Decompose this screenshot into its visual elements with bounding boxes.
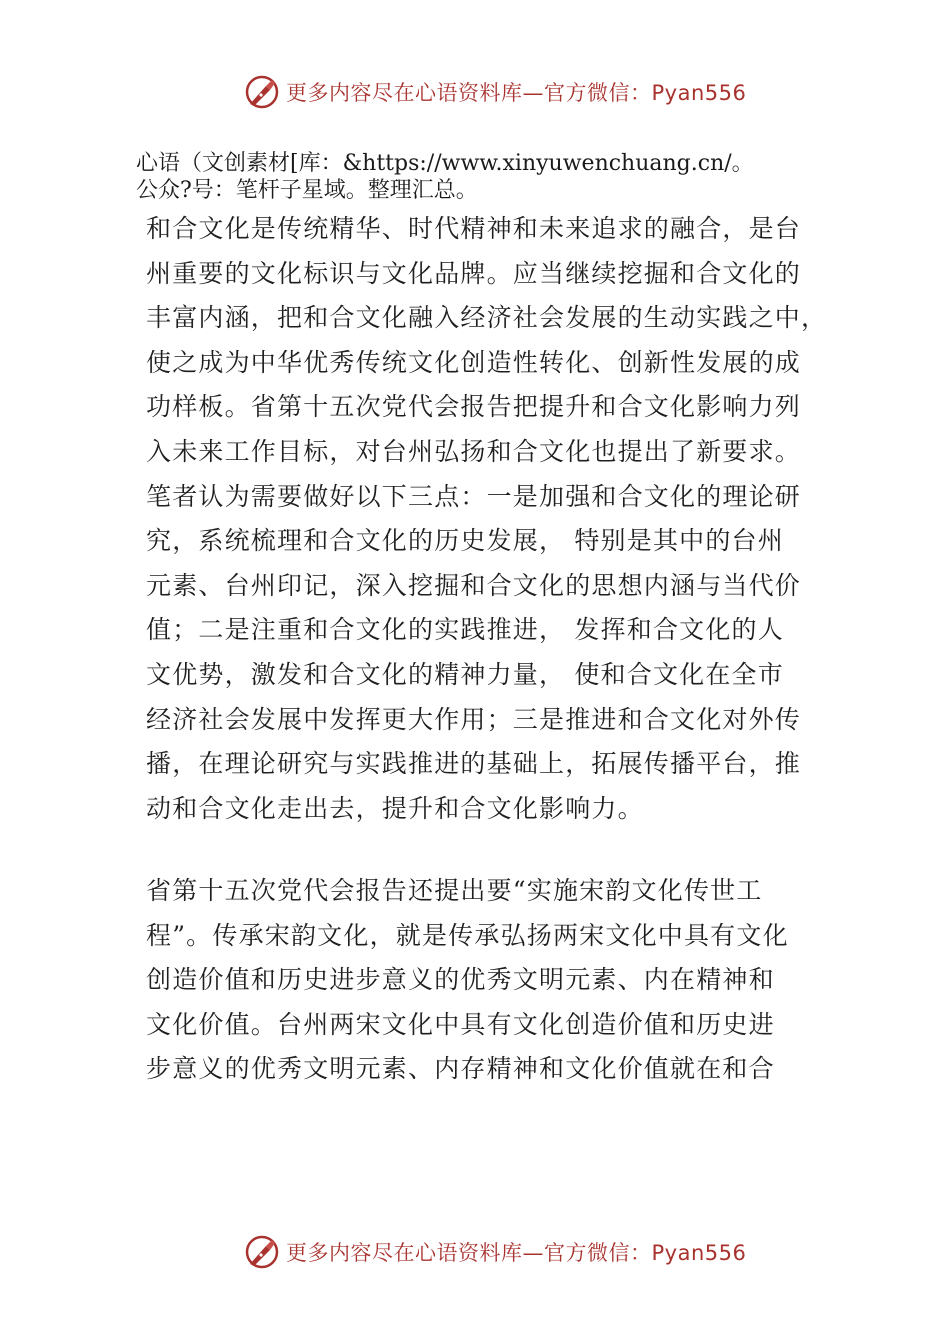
text-line: 功样板。省第十五次党代会报告把提升和合文化影响力列 xyxy=(146,392,802,422)
text-line: 创造价值和历史进步意义的优秀文明元素、内在精神和 xyxy=(146,965,775,995)
text-line: 动和合文化走出去，提升和合文化影响力。 xyxy=(146,793,644,823)
text-line: 步意义的优秀文明元素、内存精神和文化价值就在和合 xyxy=(146,1054,775,1084)
text-line: 播，在理论研究与实践推进的基础上，拓展传播平台，推 xyxy=(146,749,802,779)
text-line: 值；二是注重和合文化的实践推进， 发挥和合文化的人 xyxy=(146,615,784,645)
text-line: 究，系统梳理和合文化的历史发展， 特别是其中的台州 xyxy=(146,526,784,556)
text-line: 使之成为中华优秀传统文化创造性转化、创新性发展的成 xyxy=(146,347,802,377)
text-line: 入未来工作目标，对台州弘扬和合文化也提出了新要求。 xyxy=(146,436,802,466)
text-line: 丰富内涵，把和合文化融入经济社会发展的生动实践之中， xyxy=(146,303,828,333)
text-line: 程”。传承宋韵文化，就是传承弘扬两宋文化中具有文化 xyxy=(146,920,789,950)
source-note-line: 公众?号：笔杆子星域。整理汇总。 xyxy=(136,178,478,203)
text-line: 和合文化是传统精华、时代精神和未来追求的融合，是台 xyxy=(146,214,802,243)
footer-banner-text: 更多内容尽在心语资料库—官方微信：Pyan556 xyxy=(286,1241,747,1265)
text-line: 笔者认为需要做好以下三点：一是加强和合文化的理论研 xyxy=(146,481,802,511)
fountain-pen-nib-icon xyxy=(244,1234,280,1270)
source-note xyxy=(136,150,836,204)
text-line: 州重要的文化标识与文化品牌。应当继续挖掘和合文化的 xyxy=(146,258,802,288)
footer-banner xyxy=(244,1232,746,1272)
paragraph-hehe-culture xyxy=(146,207,836,831)
header-banner xyxy=(244,72,746,112)
text-line: 元素、台州印记，深入挖掘和合文化的思想内涵与当代价 xyxy=(146,570,802,600)
header-banner-text: 更多内容尽在心语资料库—官方微信：Pyan556 xyxy=(286,81,747,105)
text-line: 经济社会发展中发挥更大作用；三是推进和合文化对外传 xyxy=(146,704,802,734)
text-line: 文化价值。台州两宋文化中具有文化创造价值和历史进 xyxy=(146,1009,775,1039)
text-line: 省第十五次党代会报告还提出要“实施宋韵文化传世工 xyxy=(146,876,763,905)
fountain-pen-nib-icon xyxy=(244,74,280,110)
paragraph-song-culture xyxy=(146,869,836,1092)
source-note-line: 心语（文创素材[库：&https://www.xinyuwenchuang.cn/。 xyxy=(136,151,754,176)
text-line: 文优势，激发和合文化的精神力量， 使和合文化在全市 xyxy=(146,659,784,689)
